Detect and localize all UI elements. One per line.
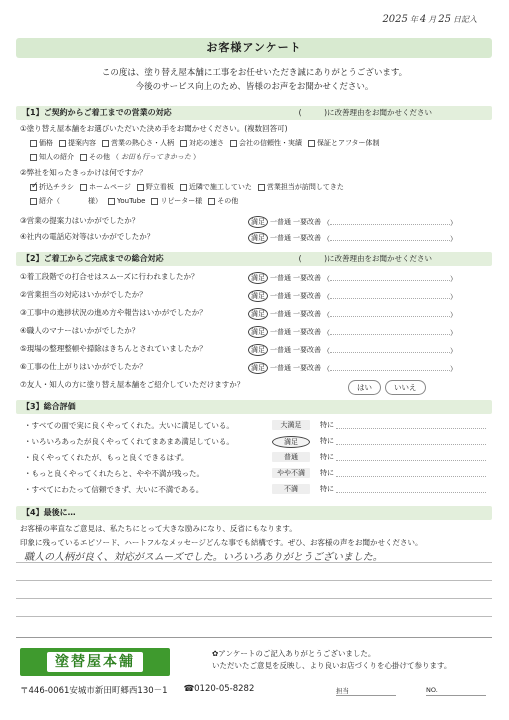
checkbox[interactable] [30,154,37,161]
section-3-header [16,400,492,414]
comment-line [16,598,492,599]
question-1-4: ④社内の電話応対等はいかがでしたか？ [20,232,155,241]
checkbox[interactable] [108,198,115,205]
q1-option[interactable] [59,138,96,148]
option-label: 保証とアフター体制 [317,139,380,147]
date-year: 2025 [382,14,408,25]
option-label: 折込チラシ [39,183,74,191]
eval-special: 特に [320,437,334,445]
checkbox[interactable] [258,184,265,191]
checkbox[interactable] [180,184,187,191]
comment-line [16,562,492,563]
rating-improve[interactable]: 一要改善 [293,346,321,354]
eval-row-4[interactable] [24,468,464,480]
rating-normal[interactable]: 一普通 [270,346,291,354]
option-label: 提案内容 [68,139,96,147]
option-label: 知人の紹介 [39,153,74,161]
question-2-6: ⑥工事の仕上がりはいかがでしたか？ [20,362,147,371]
checkbox[interactable] [80,154,87,161]
q2-option[interactable] [30,182,74,192]
option-label: 近隣で施工していた [188,183,252,191]
eval-text: ・すべての面で実に良くやってくれた。大いに満足している。 [24,421,234,430]
checkbox[interactable] [30,140,37,147]
option-label: 紹介（ 様） [39,197,102,205]
question-2-3: ③工事中の進捗状況の進め方や報告はいかがでしたか？ [20,308,207,317]
q1-option[interactable] [102,138,174,148]
reason-field[interactable]: （ ） [323,364,457,373]
eval-comment-line[interactable] [336,492,486,493]
eval-row-1[interactable] [24,420,464,432]
reason-field[interactable]: （ ） [323,292,457,301]
thanks-line-1: ✿アンケートのご記入ありがとうございました。 [212,649,376,658]
rating-satisfied-circled[interactable]: 満足 [248,308,268,320]
rating-normal[interactable]: 一普通 [270,292,291,300]
option-label: 対応の速さ [189,139,224,147]
q2-options-b [30,196,238,206]
question-1-3: ③営業の提案力はいかがでしたか？ [20,216,140,225]
rating-2-3[interactable] [248,308,457,320]
rating-improve[interactable]: 一要改善 [293,234,321,242]
section-3-title: 【3】総合評価 [22,402,76,411]
section-1-header [16,106,492,120]
q1-option[interactable] [30,152,74,162]
question-2-7: ⑦友人・知人の方に塗り替え屋本舗をご紹介していただけますか？ [20,380,245,389]
rating-satisfied-circled[interactable]: 満足 [248,362,268,374]
company-contact [20,684,254,696]
q1-options-a [30,138,380,148]
section-2-title: 【2】ご着工からご完成までの総合対応 [22,254,164,263]
date-entry [382,14,477,25]
rating-satisfied-circled[interactable]: 満足 [248,232,268,244]
yes-button[interactable]: はい [348,380,381,395]
option-label: YouTube [117,197,146,205]
checkbox[interactable] [59,140,66,147]
eval-label-circled[interactable]: 満足 [272,436,310,448]
q2-option[interactable] [80,182,131,192]
q1-other-answer[interactable]: お田も行ってきかった [121,153,191,161]
checkbox[interactable] [102,140,109,147]
rating-satisfied-circled[interactable]: 満足 [248,344,268,356]
rating-2-2[interactable] [248,290,457,302]
date-month-unit: 月 [428,15,437,24]
checkbox[interactable] [137,184,144,191]
section-2-header [16,252,492,266]
question-1-2: ②弊社を知ったきっかけは何ですか？ [20,168,147,177]
company-address: 〒446-0061安城市新田町郷西130－1 [20,686,168,696]
rating-2-4[interactable] [248,326,457,338]
checkbox[interactable] [180,140,187,147]
company-phone: ☎0120-05-8282 [183,684,255,694]
q2-option[interactable] [180,182,252,192]
eval-comment-line[interactable] [336,444,486,445]
rating-satisfied-circled[interactable]: 満足 [248,272,268,284]
reason-field[interactable]: （ ） [323,234,457,243]
q1-option[interactable] [230,138,302,148]
rating-1-4[interactable] [248,232,457,244]
option-label: 営業の熱心さ・人柄 [111,139,174,147]
q2-option[interactable] [208,196,238,206]
rating-2-6[interactable] [248,362,457,374]
option-label: その他 [217,197,239,205]
eval-row-5[interactable] [24,484,464,496]
q2-option[interactable] [108,197,145,205]
option-label: その他 [89,153,110,161]
section-4-line-2: 印象に残っているエピソード、ハートフルなメッセージどんな事でも結構です。ぜひ、お客様の声をお聞かせください。 [20,538,423,547]
number-label[interactable]: NO. [426,686,486,696]
eval-special: 特に [320,485,334,493]
eval-text: ・もっと良くやってくれたらと、やや不満が残った。 [24,469,204,478]
no-button[interactable]: いいえ [385,380,426,395]
checkbox[interactable] [151,198,158,205]
rating-improve[interactable]: 一要改善 [293,310,321,318]
date-month: 4 [419,14,427,25]
option-label: 営業担当が訪問してきた [266,183,344,191]
q2-options-a [30,182,344,192]
q2-option[interactable] [30,196,102,206]
section-4-line-1: お客様の率直なご意見は、私たちにとって大きな励みになり、反省にもなります。 [20,524,297,533]
intro-line-2: 今後のサービス向上のため、皆様のお声をお聞かせください。 [135,82,374,92]
rating-normal[interactable]: 一普通 [270,234,291,242]
recommend-choice [348,380,426,395]
rating-1-3[interactable] [248,216,457,228]
section-4-title: 【4】最後に… [22,508,76,517]
rating-normal[interactable]: 一普通 [270,274,291,282]
comment-line [16,580,492,581]
q1-option[interactable] [308,138,380,148]
date-year-unit: 年 [409,15,418,24]
eval-comment-line[interactable] [336,476,486,477]
section-4-header [16,506,492,520]
rating-satisfied-circled[interactable]: 満足 [248,290,268,302]
staff-label[interactable]: 担当 [336,686,396,696]
page-title: お客様アンケート [16,38,492,58]
staff-fields [336,686,486,696]
eval-label[interactable]: 大満足 [272,420,310,430]
date-day-unit: 日記入 [453,15,477,24]
rating-satisfied-circled[interactable]: 満足 [248,326,268,338]
thanks-line-2: いただいたご意見を反映し、より良いお店づくりを心掛けて参ります。 [212,661,452,670]
handwritten-comment[interactable]: 職人の人柄が良く、対応がスムーズでした。いろいろありがとうございました。 [24,552,383,563]
eval-label[interactable]: 普通 [272,452,310,462]
reason-field[interactable]: （ ） [323,328,457,337]
intro-line-1: この度は、塗り替え屋本舗に工事をお任せいただき誠にありがとうございます。 [101,68,408,78]
reason-field[interactable]: （ ） [323,346,457,355]
date-day: 25 [438,14,451,25]
rating-normal[interactable]: 一普通 [270,218,291,226]
question-2-5: ⑤現場の整理整頓や掃除はきちんとされていましたか？ [20,344,207,353]
reason-field[interactable]: （ ） [323,218,457,227]
option-label: 会社の信頼性・実績 [239,139,302,147]
eval-text: ・良くやってくれたが、もっと良くできるはず。 [24,453,189,462]
thanks-message [212,648,451,672]
checkbox-checked[interactable] [30,184,37,191]
eval-text: ・いろいろあったが良くやってくれてまあまあ満足している。 [24,437,234,446]
eval-row-2[interactable] [24,436,464,448]
intro [0,66,509,94]
q2-option[interactable] [137,182,174,192]
rating-improve[interactable]: 一要改善 [293,274,321,282]
rating-normal[interactable]: 一普通 [270,328,291,336]
eval-comment-line[interactable] [336,460,486,461]
rating-improve[interactable]: 一要改善 [293,218,321,226]
q2-option[interactable] [258,182,344,192]
question-2-2: ②営業担当の対応はいかがでしたか？ [20,290,147,299]
q1-options-b [30,152,200,162]
logo-text: 塗替屋本舗 [47,652,143,672]
comment-line [16,616,492,617]
rating-improve[interactable]: 一要改善 [293,292,321,300]
eval-row-3[interactable] [24,452,464,464]
checkbox[interactable] [230,140,237,147]
q2-option[interactable] [151,196,202,206]
section-1-note: ( )に改善理由をお聞かせください [298,108,432,117]
checkbox[interactable] [30,198,37,205]
option-label: リピーター様 [160,197,203,205]
option-label: 価格 [39,139,53,147]
rating-normal[interactable]: 一普通 [270,310,291,318]
rating-improve[interactable]: 一要改善 [293,328,321,336]
section-2-note: ( )に改善理由をお聞かせください [298,254,432,263]
option-label: 野立看板 [145,183,174,191]
rating-2-1[interactable] [248,272,457,284]
q1-option[interactable] [180,138,224,148]
rating-improve[interactable]: 一要改善 [293,364,321,372]
question-1-1: ①塗り替え屋本舗をお選びいただいた決め手をお聞かせください。(複数回答可) [20,124,288,133]
checkbox[interactable] [308,140,315,147]
rating-satisfied-circled[interactable]: 満足 [248,216,268,228]
q1-option[interactable]: その他 （ お田も行ってきかった ） [80,152,200,162]
rating-normal[interactable]: 一普通 [270,364,291,372]
checkbox[interactable] [208,198,215,205]
checkbox[interactable] [80,184,87,191]
reason-field[interactable]: （ ） [323,274,457,283]
section-1-title: 【1】ご契約からご着工までの営業の対応 [22,108,172,117]
eval-label[interactable]: 不満 [272,484,310,494]
eval-special: 特に [320,421,334,429]
eval-text: ・すべてにわたって信頼できず、大いに不満である。 [24,485,204,494]
reason-field[interactable]: （ ） [323,310,457,319]
eval-special: 特に [320,453,334,461]
rating-2-5[interactable] [248,344,457,356]
eval-label[interactable]: やや不満 [272,468,310,478]
company-logo [20,648,170,676]
question-2-1: ①着工段階での打合せはスムーズに行われましたか？ [20,272,199,281]
footer-divider [16,637,492,638]
option-label: ホームページ [89,183,131,191]
question-2-4: ④職人のマナーはいかがでしたか？ [20,326,140,335]
eval-special: 特に [320,469,334,477]
q1-option[interactable] [30,138,53,148]
eval-comment-line[interactable] [336,428,486,429]
